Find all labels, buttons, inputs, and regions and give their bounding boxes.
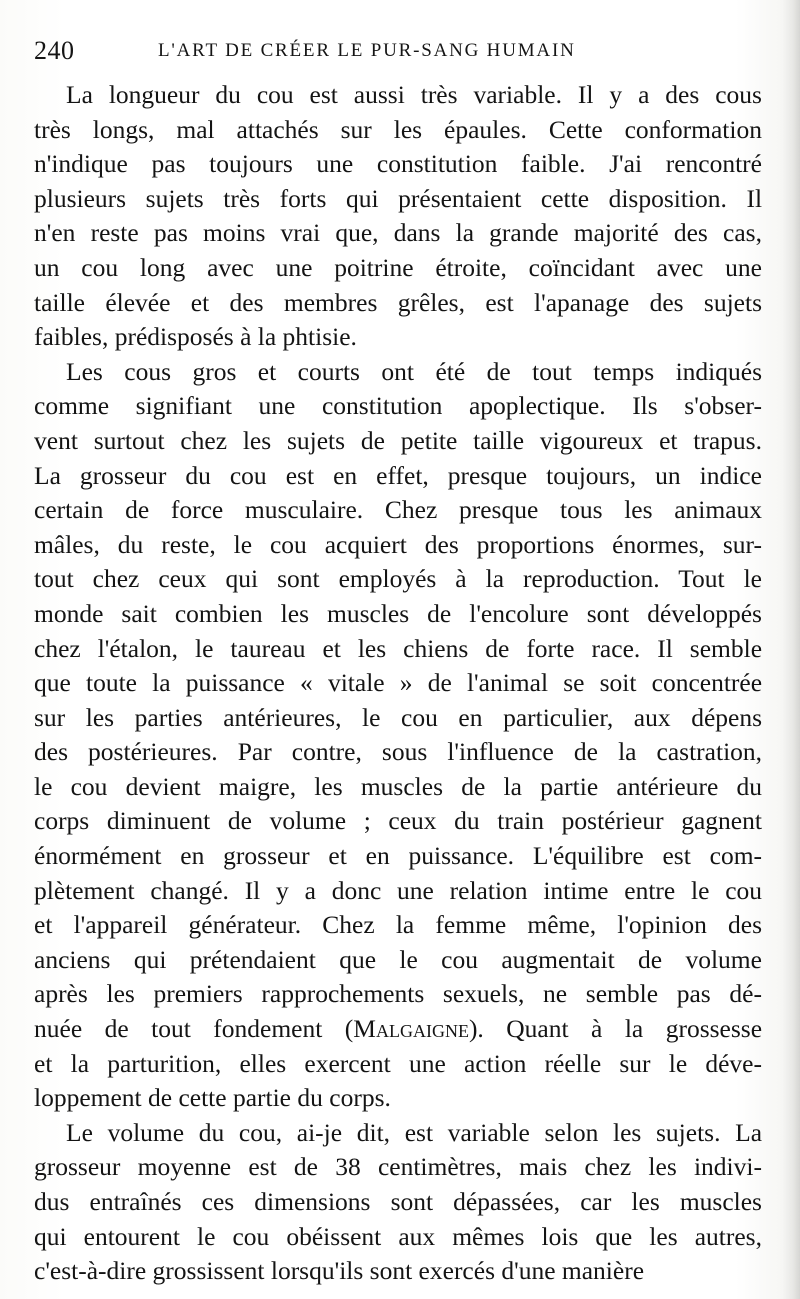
text-line: très longs, mal attachés sur les épaules. Cette conformation bbox=[34, 114, 762, 144]
text-line: Le volume du cou, ai-je dit, est variable selon les sujets. La bbox=[66, 1117, 763, 1147]
text-line: corps diminuent de volume ; ceux du train postérieur gagnent bbox=[34, 806, 762, 836]
paragraph-2 bbox=[34, 355, 762, 1116]
text-line: anciens qui prétendaient que le cou augmentait de volume bbox=[34, 944, 762, 974]
text-line: n'indique pas toujours une constitution faible. J'ai rencontré bbox=[34, 149, 762, 179]
page-header bbox=[34, 36, 774, 66]
text-line: tout chez ceux qui sont employés à la reproduction. Tout le bbox=[34, 564, 762, 594]
text-line: qui entourent le cou obéissent aux mêmes lois que les autres, bbox=[34, 1221, 762, 1251]
text-line: mâles, du reste, le cou acquiert des proportions énormes, sur- bbox=[34, 529, 763, 559]
text-line: n'en reste pas moins vrai que, dans la grande majorité des cas, bbox=[34, 218, 762, 248]
text-line: Les cous gros et courts ont été de tout temps indiqués bbox=[66, 356, 763, 386]
text-line: et l'appareil générateur. Chez la femme même, l'opinion des bbox=[34, 910, 763, 940]
author-name-smallcaps: Malgaigne bbox=[353, 1014, 469, 1044]
paragraph-1 bbox=[34, 78, 762, 355]
text-line: grosseur moyenne est de 38 centimètres, mais chez les indivi- bbox=[34, 1152, 762, 1182]
body-text bbox=[34, 78, 762, 1289]
text-line: plusieurs sujets très forts qui présentaient cette disposition. Il bbox=[34, 183, 763, 213]
text-line: c'est-à-dire grossissent lorsqu'ils sont exercés d'une manière bbox=[34, 1256, 645, 1286]
text-line: faibles, prédisposés à la phtisie. bbox=[34, 322, 357, 352]
page-edge-shadow bbox=[782, 0, 800, 1299]
text-line: chez l'étalon, le taureau et les chiens de forte race. Il semble bbox=[34, 633, 763, 663]
text-line: des postérieures. Par contre, sous l'influence de la castration, bbox=[34, 737, 763, 767]
text-line: sur les parties antérieures, le cou en particulier, aux dépens bbox=[34, 702, 762, 732]
text-line: taille élevée et des membres grêles, est l'apanage des sujets bbox=[34, 287, 763, 317]
paragraph-3 bbox=[34, 1116, 762, 1289]
text-line: dus entraînés ces dimensions sont dépassées, car les muscles bbox=[34, 1187, 762, 1216]
text-line: et la parturition, elles exercent une action réelle sur le déve- bbox=[34, 1048, 762, 1078]
text-line: monde sait combien les muscles de l'encolure sont développés bbox=[34, 598, 762, 628]
text-line: loppement de cette partie du corps. bbox=[34, 1083, 391, 1113]
text-line: énormément en grosseur et en puissance. L'équilibre est com- bbox=[34, 841, 763, 871]
text-line: comme signifiant une constitution apoplectique. Ils s'obser- bbox=[34, 391, 763, 421]
text-line: certain de force musculaire. Chez presque tous les animaux bbox=[34, 495, 763, 525]
running-title: L'ART DE CRÉER LE PUR-SANG HUMAIN bbox=[158, 40, 576, 61]
text-line: après les premiers rapprochements sexuels, ne semble pas dé- bbox=[34, 979, 762, 1009]
text-line: que toute la puissance « vitale » de l'animal se soit concentrée bbox=[34, 668, 763, 698]
text-line: La longueur du cou est aussi très variable. Il y a des cous bbox=[66, 80, 762, 109]
text-line: vent surtout chez les sujets de petite taille vigoureux et trapus. bbox=[34, 425, 762, 455]
text-line: le cou devient maigre, les muscles de la partie antérieure du bbox=[34, 771, 763, 801]
text-line: plètement changé. Il y a donc une relation intime entre le cou bbox=[34, 875, 763, 905]
page-number: 240 bbox=[34, 36, 75, 65]
text-line: La grosseur du cou est en effet, presque toujours, un indice bbox=[34, 460, 762, 490]
text-line: nuée de tout fondement (Malgaigne). Quant à la grossesse bbox=[34, 1014, 763, 1044]
text-line: un cou long avec une poitrine étroite, coïncidant avec une bbox=[34, 252, 762, 282]
